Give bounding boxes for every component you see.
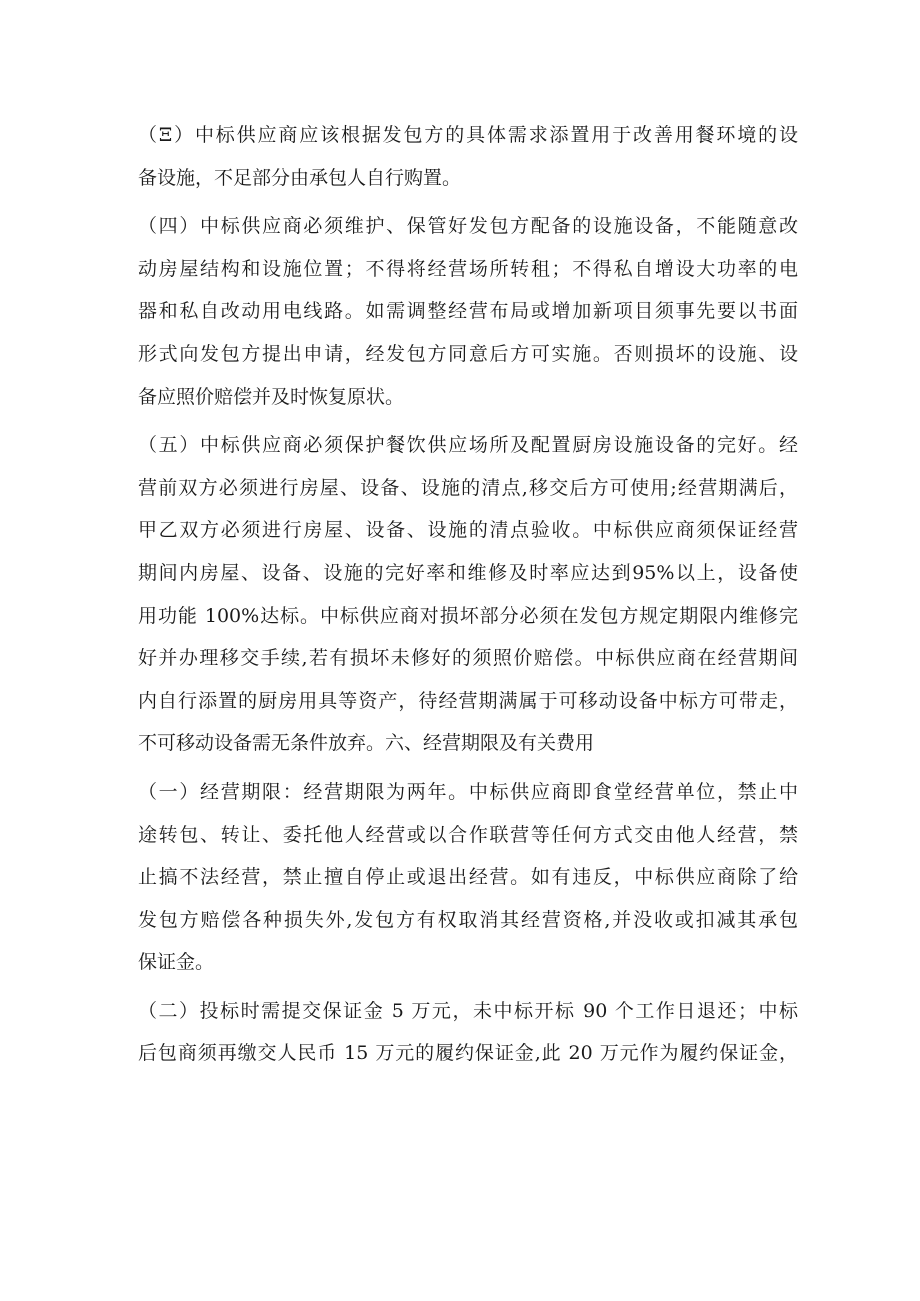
text-line: 发包方赔偿各种损失外,发包方有权取消其经营资格,并没收或扣减其承包 bbox=[138, 908, 798, 931]
text-line: （一）经营期限：经营期限为两年。中标供应商即食堂经营单位，禁止中 bbox=[138, 780, 798, 803]
paragraph-four bbox=[138, 205, 798, 418]
text-line: 备设施，不足部分由承包人自行购置。 bbox=[138, 166, 462, 189]
text-line: 保证金。 bbox=[138, 951, 215, 974]
text-line: 器和私自改动用电线路。如需调整经营布局或增加新项目须事先要以书面 bbox=[138, 300, 798, 323]
text-line: （Ξ）中标供应商应该根据发包方的具体需求添置用于改善用餐环境的设 bbox=[138, 124, 798, 146]
text-line: 不可移动设备需无条件放弃。六、经营期限及有关费用 bbox=[138, 732, 595, 755]
text-line: 备应照价赔偿并及时恢复原状。 bbox=[138, 385, 405, 408]
text-line: 后包商须再缴交人民币 15 万元的履约保证金,此 20 万元作为履约保证金， bbox=[138, 1042, 798, 1065]
text-line: （五）中标供应商必须保护餐饮供应场所及配置厨房设施设备的完好。经 bbox=[138, 434, 798, 457]
text-line: 期间内房屋、设备、设施的完好率和维修及时率应达到95%以上，设备使 bbox=[138, 561, 798, 584]
text-line: 内自行添置的厨房用具等资产，待经营期满属于可移动设备中标方可带走， bbox=[138, 689, 798, 712]
paragraph-term-two bbox=[138, 990, 798, 1075]
paragraph-five bbox=[138, 424, 798, 765]
text-line: 途转包、转让、委托他人经营或以合作联营等任何方式交由他人经营，禁 bbox=[138, 823, 798, 846]
paragraph-three bbox=[138, 114, 798, 199]
text-line: 动房屋结构和设施位置；不得将经营场所转租；不得私自增设大功率的电 bbox=[138, 257, 798, 280]
text-line: 止搞不法经营，禁止擅自停止或退出经营。如有违反，中标供应商除了给 bbox=[138, 866, 798, 889]
text-line: （二）投标时需提交保证金 5 万元，未中标开标 90 个工作日退还；中标 bbox=[138, 999, 798, 1022]
text-line: 用功能 100%达标。中标供应商对损坏部分必须在发包方规定期限内维修完 bbox=[138, 604, 798, 627]
text-line: 甲乙双方必须进行房屋、设备、设施的清点验收。中标供应商须保证经营 bbox=[138, 519, 798, 542]
text-line: （四）中标供应商必须维护、保管好发包方配备的设施设备，不能随意改 bbox=[138, 215, 798, 238]
text-line: 营前双方必须进行房屋、设备、设施的清点,移交后方可使用;经营期满后， bbox=[138, 476, 798, 499]
text-line: 好并办理移交手续,若有损坏未修好的须照价赔偿。中标供应商在经营期间 bbox=[138, 647, 798, 670]
document-body bbox=[138, 114, 798, 1081]
paragraph-term-one bbox=[138, 771, 798, 984]
text-line: 形式向发包方提出申请，经发包方同意后方可实施。否则损坏的设施、设 bbox=[138, 342, 798, 365]
